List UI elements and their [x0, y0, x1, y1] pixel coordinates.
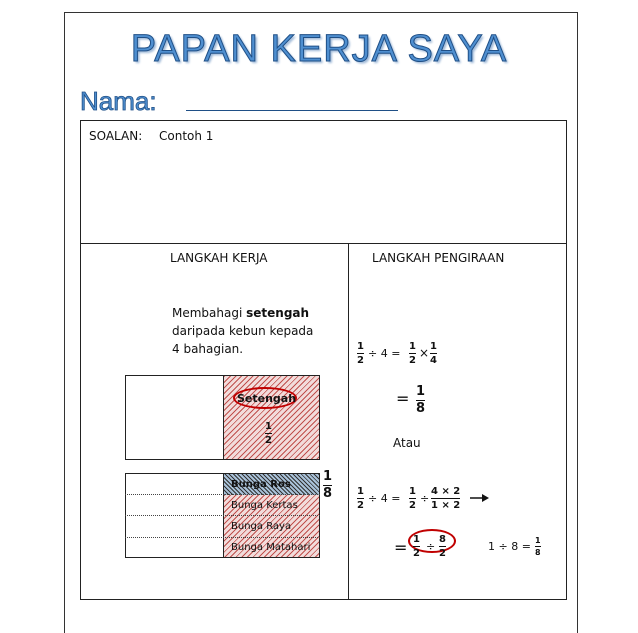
column-divider: [348, 243, 349, 600]
eq3-den: 2: [413, 548, 420, 559]
work-line-2: daripada kebun kepada: [172, 324, 314, 338]
flower-label-3: Bunga Raya: [231, 521, 292, 532]
atau-text: Atau: [393, 436, 421, 450]
eq1-rhs-den2: 4: [430, 355, 437, 366]
eq2-rhs-fraction-1: [409, 486, 416, 511]
arrow-right-icon: [470, 493, 490, 503]
langkah-kerja-header: LANGKAH KERJA: [170, 251, 268, 265]
eq3-fraction-2: [439, 534, 446, 559]
eq3-num: 1: [413, 534, 420, 545]
side-den: 8: [535, 548, 541, 557]
eighth-fraction-num: 1: [323, 469, 333, 484]
eq1-rhs-num2: 1: [430, 341, 437, 352]
side-expression: 1 ÷ 8 =: [488, 540, 531, 553]
eq2-rhs-den: 2: [409, 500, 416, 511]
eq2-rhs-num2: 4 × 2: [431, 486, 461, 497]
eq1-result-fraction: [416, 385, 425, 416]
half-fraction: [265, 421, 272, 446]
eq1-result-equals: =: [396, 389, 410, 408]
eq3-num2: 8: [439, 534, 446, 545]
name-line[interactable]: [186, 110, 398, 111]
eq1-rhs-num: 1: [409, 341, 416, 352]
eq2-rhs-op: ÷: [420, 492, 430, 505]
eq1-rhs-fraction-2: [430, 341, 437, 366]
name-label: Nama:: [80, 86, 157, 116]
eighth-fraction: [323, 470, 332, 501]
question-value: Contoh 1: [159, 129, 214, 143]
eq3-op: ÷: [426, 540, 436, 553]
eq2-rhs-num: 1: [409, 486, 416, 497]
flower-label-2: Bunga Kertas: [231, 500, 298, 511]
eq1-rhs-den: 2: [409, 355, 416, 366]
flower-label-4: Bunga Matahari: [231, 542, 311, 553]
eq1-result-den: 8: [416, 401, 426, 416]
work-line-1: [172, 306, 309, 320]
eq1-result-num: 1: [416, 384, 426, 399]
question-box: [80, 120, 567, 244]
eighth-fraction-den: 8: [323, 486, 333, 501]
page-title: PAPAN KERJA SAYA: [130, 28, 508, 70]
work-line-3: 4 bahagian.: [172, 342, 244, 356]
half-fraction-den: 2: [265, 435, 272, 446]
eq3-den2: 2: [439, 548, 446, 559]
eq2-lhs-den: 2: [357, 500, 364, 511]
eq1-rhs-fraction-1: [409, 341, 416, 366]
side-fraction: [535, 536, 541, 557]
side-num: 1: [535, 536, 541, 545]
eq1-rhs-op: ×: [419, 346, 430, 360]
eq2-lhs-num: 1: [357, 486, 364, 497]
quarter-line-3: [125, 537, 320, 538]
eq1-lhs-op: ÷ 4 =: [368, 347, 401, 360]
eq2-rhs-fraction-2: [431, 486, 460, 511]
half-fraction-num: 1: [265, 421, 272, 432]
eq2-lhs-fraction: [357, 486, 364, 511]
garden-half-diagram: [125, 375, 320, 460]
eq2-lhs-op: ÷ 4 =: [368, 492, 401, 505]
work-line-1-bold: setengah: [246, 306, 310, 320]
langkah-pengiraan-header: LANGKAH PENGIRAAN: [372, 251, 505, 265]
eq2-rhs-den2: 1 × 2: [431, 500, 461, 511]
eq3-fraction-1: [413, 534, 420, 559]
work-line-1-text: Membahagi: [172, 306, 247, 320]
flower-label-1: Bunga Ros: [231, 479, 291, 490]
quarter-line-2: [125, 515, 320, 516]
eq1-lhs-num: 1: [357, 341, 364, 352]
setengah-label: Setengah: [237, 392, 297, 405]
eq1-lhs-fraction: [357, 341, 364, 366]
question-label: SOALAN:: [89, 129, 143, 143]
quarter-line-1: [125, 494, 320, 495]
eq1-lhs-den: 2: [357, 355, 364, 366]
eq3-equals: =: [394, 538, 408, 557]
